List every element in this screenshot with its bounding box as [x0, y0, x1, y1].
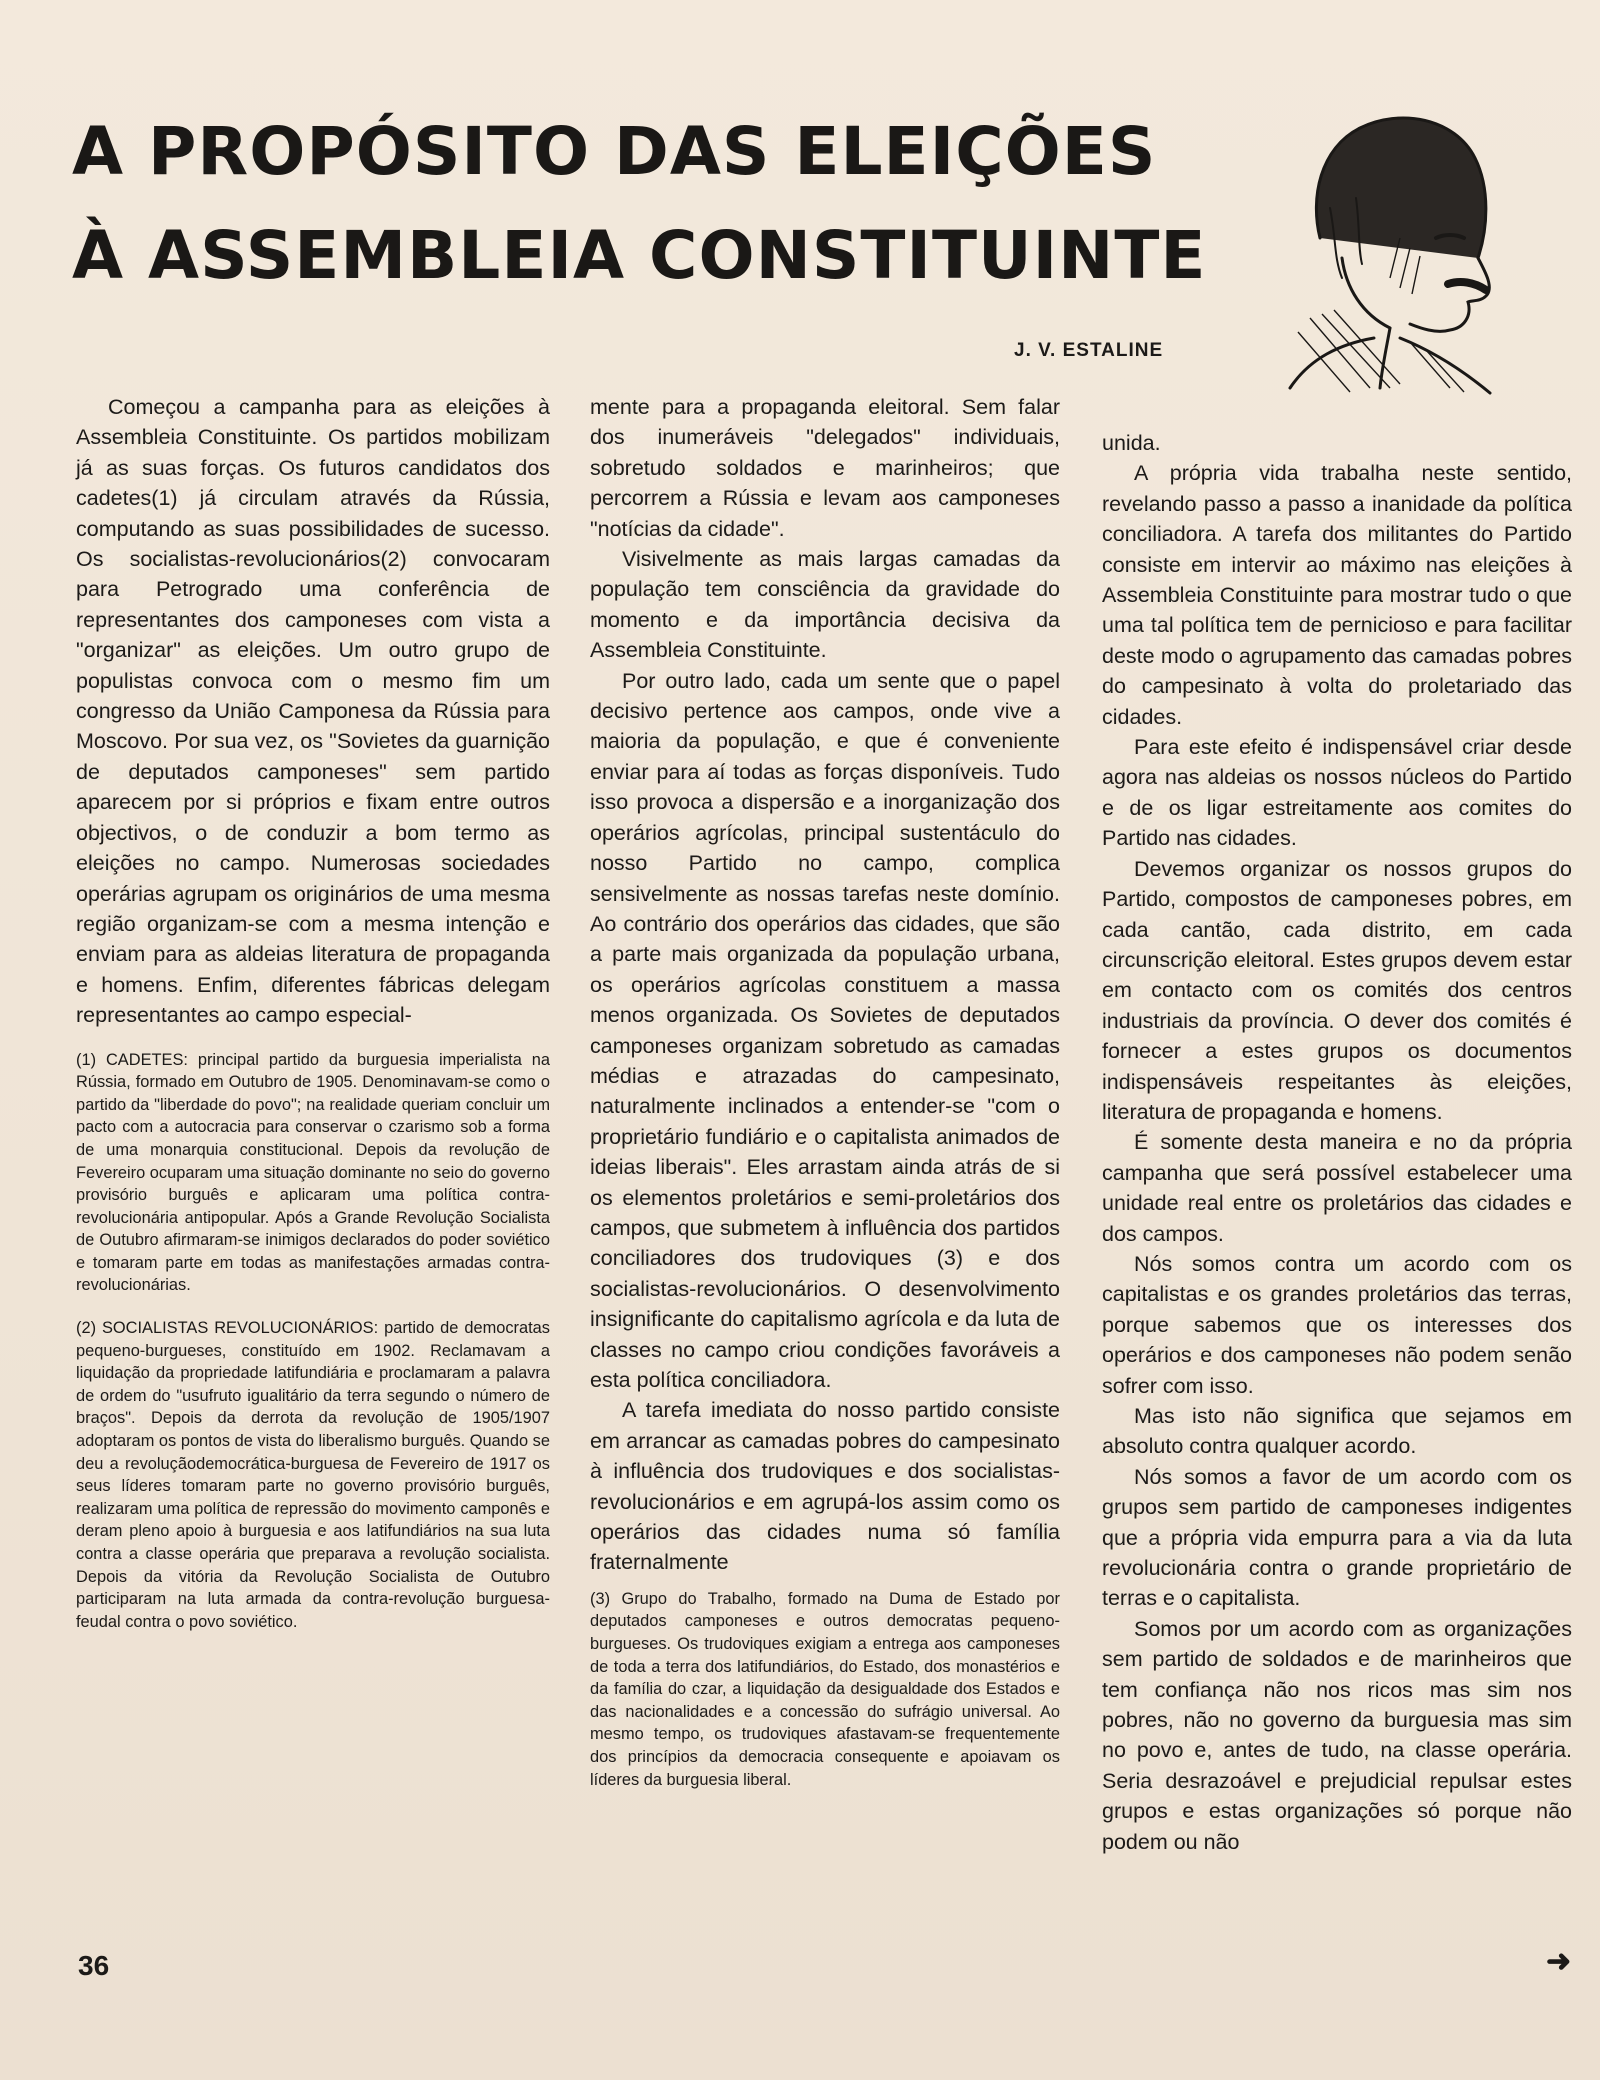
- paragraph: Para este efeito é indispensável criar desde agora nas aldeias os nossos núcleos do Partido e de os ligar estreitamente aos comites do Partido nas cidades.: [1102, 735, 1572, 851]
- text-column-2: [590, 392, 1060, 1791]
- paragraph: Começou a campanha para as eleições à Assembleia Constituinte. Os partidos mobilizam já as suas forças. Os futuros candidatos dos cadetes(1) já circulam através da Rússia, computando as suas possibilidades de sucesso. Os socialistas-revolucionários(2) convocaram para Petrogrado uma conferência de representantes dos camponeses com vista a "organizar" as eleições. Um outro grupo de populistas convoca com o mesmo fim um congresso da União Camponesa da Rússia para Moscovo. Por sua vez, os "Sovietes da guarnição de deputados camponeses" sem partido aparecem por si próprios e fixam entre outros objectivos, o de conduzir a bom termo as eleições no campo. Numerosas sociedades operárias agrupam os originários de uma mesma região organizam-se com a mesma intenção e enviam para as aldeias literatura de propaganda e homens. Enfim, diferentes fábricas delegam representantes ao campo especial-: [76, 395, 550, 1028]
- paragraph: É somente desta maneira e no da própria campanha que será possível estabelecer uma unidade real entre os proletários das cidades e dos campos.: [1102, 1130, 1572, 1246]
- text-column-3: [1102, 428, 1572, 1857]
- footnote-1: (1) CADETES: principal partido da burguesia imperialista na Rússia, formado em Outubro de 1905. Denominavam-se como o partido da "liberdade do povo"; na realidade queriam concluir um pacto com a autocracia para conservar o czarismo sob a forma de uma monarquia constitucional. Depois da revolução de Fevereiro ocuparam uma situação dominante no seio do governo provisório burguês e aplicaram uma política contra-revolucionária antipopular. Após a Grande Revolução Socialista de Outubro afirmaram-se inimigos declarados do poder soviético e tomaram parte em todas as manifestações armadas contra-revolucionárias.: [76, 1050, 550, 1295]
- portrait-illustration: [1250, 88, 1510, 398]
- article-title: [72, 100, 1207, 308]
- paragraph: Mas isto não significa que sejamos em absoluto contra qualquer acordo.: [1102, 1404, 1572, 1459]
- paragraph: unida.: [1102, 431, 1161, 455]
- paragraph: A própria vida trabalha neste sentido, revelando passo a passo a inanidade da política conciliadora. A tarefa dos militantes do Partido consiste em intervir ao máximo nas eleições à Assembleia Constituinte para mostrar tudo o que uma tal política tem de pernicioso e para facilitar deste modo o agrupamento das camadas pobres do campesinato à volta do proletariado das cidades.: [1102, 461, 1572, 729]
- footnote-3: (3) Grupo do Trabalho, formado na Duma de Estado por deputados camponeses e outros democratas pequeno-burgueses. Os trudoviques exigiam a entrega aos camponeses de toda a terra dos latifundiários, do Estado, dos monastérios e da família do czar, a liquidação da desigualdade dos Estados e das nacionalidades e a concessão do sufrágio universal. Ao mesmo tempo, os trudoviques afastavam-se frequentemente dos princípios da democracia consequente e apoiavam os líderes da burguesia liberal.: [590, 1589, 1060, 1789]
- paragraph: mente para a propaganda eleitoral. Sem falar dos inumeráveis "delegados" individuais, sobretudo soldados e marinheiros; que percorrem a Rússia e levam aos camponeses "notícias da cidade".: [590, 395, 1060, 541]
- title-line-1: A PROPÓSITO DAS ELEIÇÕES: [72, 113, 1157, 190]
- paragraph: Somos por um acordo com as organizações sem partido de soldados e de marinheiros que tem confiança não nos ricos mas sim nos pobres, não no governo da burguesia mas sim no povo e, antes de tudo, na classe operária. Seria desrazoável e prejudicial repulsar estes grupos e estas organizações só porque não podem ou não: [1102, 1616, 1572, 1854]
- next-page-arrow-icon: ➜: [1546, 1945, 1572, 1978]
- paragraph: Visivelmente as mais largas camadas da população tem consciência da gravidade do momento e da importância decisiva da Assembleia Constituinte.: [590, 547, 1060, 663]
- title-line-2: À ASSEMBLEIA CONSTITUINTE: [72, 217, 1207, 294]
- paragraph: Por outro lado, cada um sente que o papel decisivo pertence aos campos, onde vive a maioria da população, e que é conveniente enviar para aí todas as forças disponíveis. Tudo isso provoca a dispersão e a inorganização dos operários agrícolas, principal sustentáculo do nosso Partido no campo, complica sensivelmente as nossas tarefas neste domínio. Ao contrário dos operários das cidades, que são a parte mais organizada da população urbana, os operários agrícolas constituem a massa menos organizada. Os Sovietes de deputados camponeses organizam sobretudo as camadas médias e atrazadas do campesinato, naturalmente inclinados a entender-se "com o proprietário fundiário e o capitalista animados de ideias liberais". Eles arrastam ainda atrás de si os elementos proletários e semi-proletários dos campos, que submetem à influência dos partidos conciliadores dos trudoviques (3) e dos socialistas-revolucionários. O desenvolvimento insignificante do capitalismo agrícola e da luta de classes no campo criou condições favoráveis a esta política conciliadora.: [590, 668, 1060, 1392]
- paragraph: A tarefa imediata do nosso partido consiste em arrancar as camadas pobres do campesinato à influência dos trudoviques e dos socialistas-revolucionários e em agrupá-los assim como os operários das cidades numa só família fraternalmente: [590, 1398, 1060, 1575]
- page-number: 36: [78, 1950, 110, 1981]
- paragraph: Nós somos contra um acordo com os capitalistas e os grandes proletários das terras, porque sabemos que os interesses dos operários e dos camponeses não podem senão sofrer com isso.: [1102, 1251, 1572, 1398]
- author-byline: J. V. ESTALINE: [1014, 340, 1164, 361]
- footnote-2: (2) SOCIALISTAS REVOLUCIONÁRIOS: partido de democratas pequeno-burgueses, constituído em 1902. Reclamavam a liquidação da propriedade latifundiária e proclamaram a palavra de ordem do "usufruto igualitário da terra segundo o número de braços". Depois da derrota da revolução de 1905/1907 adoptaram os pontos de vista do liberalismo burguês. Quando se deu a revoluçãodemocrática-burguesa de Fevereiro de 1917 os seus líderes tomaram parte no governo provisório burguês, realizaram uma política de repressão do movimento camponês e deram pleno apoio à burguesia e aos latifundiários na sua luta contra a classe operária que preparava a revolução socialista. Depois da vitória da Revolução Socialista de Outubro participaram na luta armada da contra-revolução burguesa-feudal contra o povo soviético.: [76, 1319, 550, 1631]
- paragraph: Nós somos a favor de um acordo com os grupos sem partido de camponeses indigentes que a própria vida empurra para a via da luta revolucionária contra o grande proprietário de terras e o capitalista.: [1102, 1464, 1572, 1611]
- paragraph: Devemos organizar os nossos grupos do Partido, compostos de camponeses pobres, em cada cantão, cada distrito, em cada circunscrição eleitoral. Estes grupos devem estar em contacto com os comités dos centros industriais da província. O dever dos comités é fornecer a estes grupos os documentos indispensáveis respeitantes às eleições, literatura de propaganda e homens.: [1102, 856, 1572, 1124]
- text-column-1: [76, 392, 550, 1633]
